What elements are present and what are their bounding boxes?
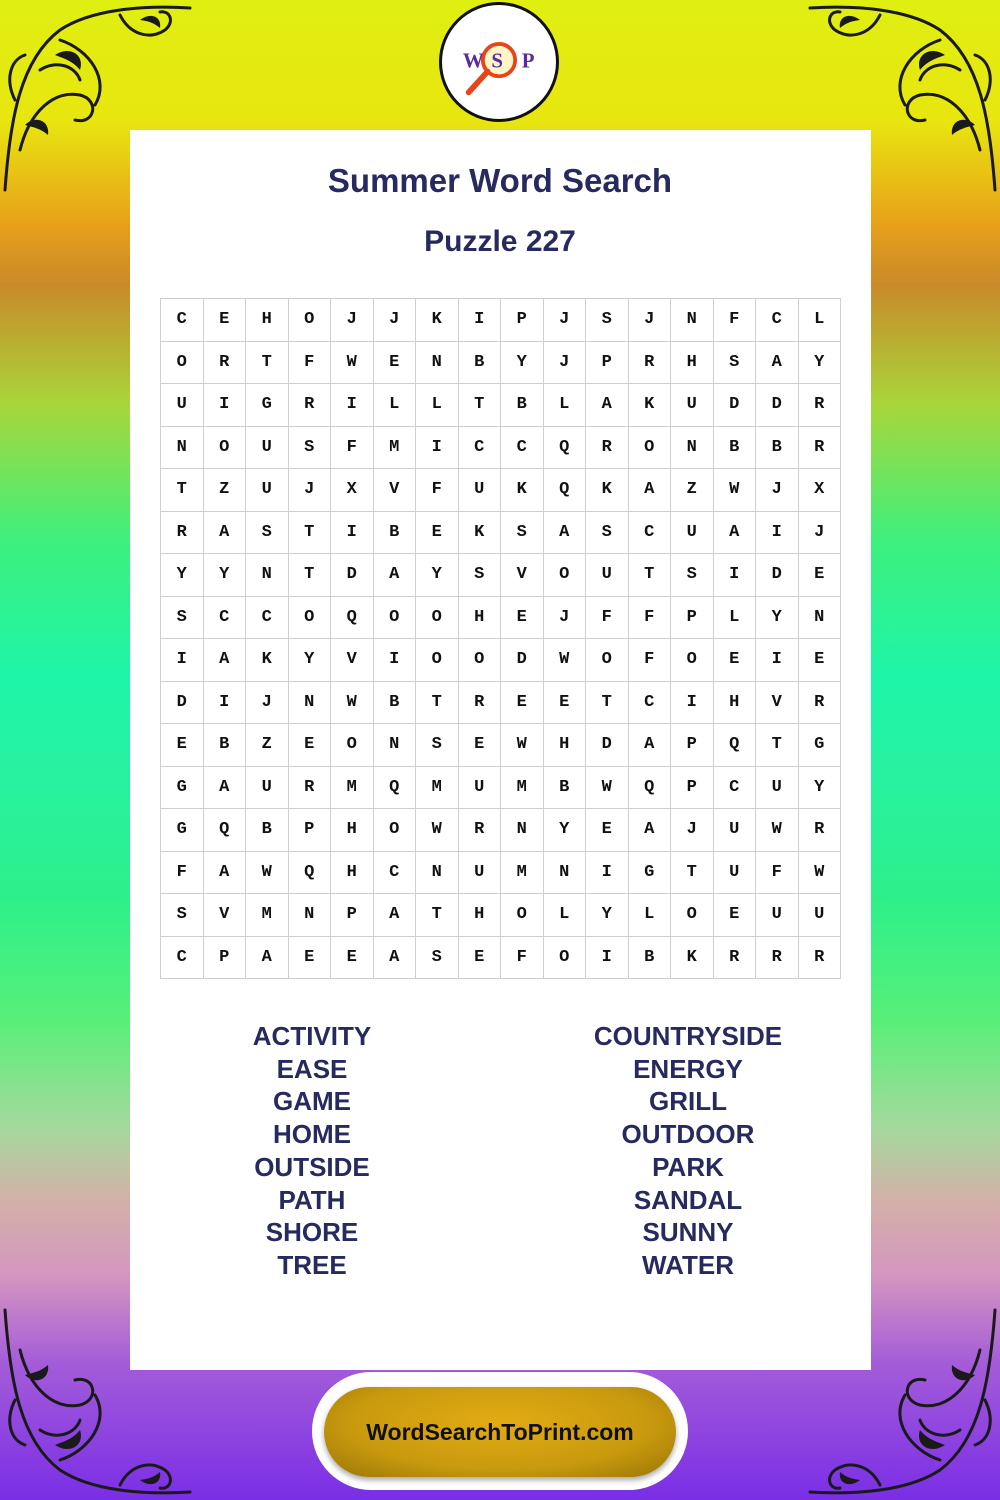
grid-cell[interactable]: N xyxy=(501,809,544,852)
grid-cell[interactable]: E xyxy=(714,639,757,682)
grid-cell[interactable]: U xyxy=(756,767,799,810)
grid-cell[interactable]: J xyxy=(374,299,417,342)
grid-cell[interactable]: K xyxy=(501,469,544,512)
grid-cell[interactable]: H xyxy=(459,894,502,937)
grid-cell[interactable]: A xyxy=(204,852,247,895)
grid-cell[interactable]: W xyxy=(246,852,289,895)
grid-cell[interactable]: V xyxy=(756,682,799,725)
grid-cell[interactable]: C xyxy=(714,767,757,810)
grid-cell[interactable]: E xyxy=(374,342,417,385)
grid-cell[interactable]: Y xyxy=(544,809,587,852)
grid-cell[interactable]: R xyxy=(629,342,672,385)
word-list-item: GAME xyxy=(273,1086,351,1117)
grid-cell[interactable]: S xyxy=(459,554,502,597)
word-list-right xyxy=(538,1020,838,1282)
grid-cell[interactable]: O xyxy=(459,639,502,682)
grid-cell[interactable]: G xyxy=(799,724,842,767)
grid-cell[interactable]: E xyxy=(586,809,629,852)
grid-cell[interactable]: Q xyxy=(714,724,757,767)
word-list-item: OUTSIDE xyxy=(254,1151,370,1182)
grid-cell[interactable]: E xyxy=(289,724,332,767)
grid-cell[interactable]: N xyxy=(161,427,204,470)
word-list-item: PATH xyxy=(278,1184,346,1215)
grid-cell[interactable]: H xyxy=(544,724,587,767)
logo-letter-p: P xyxy=(521,48,535,73)
grid-cell[interactable]: A xyxy=(629,809,672,852)
grid-cell[interactable]: C xyxy=(246,597,289,640)
grid-cell[interactable]: T xyxy=(756,724,799,767)
grid-cell[interactable]: U xyxy=(714,852,757,895)
grid-cell[interactable]: E xyxy=(331,937,374,980)
word-list-item: SANDAL xyxy=(633,1184,743,1215)
grid-cell[interactable]: T xyxy=(416,682,459,725)
grid-cell[interactable]: F xyxy=(756,852,799,895)
grid-cell[interactable]: V xyxy=(501,554,544,597)
grid-cell[interactable]: E xyxy=(289,937,332,980)
grid-cell[interactable]: R xyxy=(714,937,757,980)
grid-cell[interactable]: F xyxy=(331,427,374,470)
word-list-item: COUNTRYSIDE xyxy=(593,1021,783,1051)
grid-cell[interactable]: E xyxy=(501,682,544,725)
grid-cell[interactable]: S xyxy=(586,299,629,342)
grid-cell[interactable]: C xyxy=(629,512,672,555)
grid-cell[interactable]: A xyxy=(586,384,629,427)
grid-cell[interactable]: E xyxy=(416,512,459,555)
grid-cell[interactable]: Y xyxy=(586,894,629,937)
grid-cell[interactable]: N xyxy=(374,724,417,767)
grid-cell[interactable]: K xyxy=(586,469,629,512)
grid-cell[interactable]: A xyxy=(629,469,672,512)
grid-cell[interactable]: I xyxy=(416,427,459,470)
page-title: Summer Word Search xyxy=(327,162,673,199)
grid-cell[interactable]: U xyxy=(246,767,289,810)
grid-cell[interactable]: K xyxy=(416,299,459,342)
grid-cell[interactable]: U xyxy=(799,894,842,937)
grid-cell[interactable]: I xyxy=(714,554,757,597)
grid-cell[interactable]: Q xyxy=(629,767,672,810)
grid-cell[interactable]: W xyxy=(501,724,544,767)
grid-cell[interactable]: V xyxy=(374,469,417,512)
grid-cell[interactable]: H xyxy=(459,597,502,640)
grid-cell[interactable]: O xyxy=(289,597,332,640)
grid-cell[interactable]: R xyxy=(799,384,842,427)
grid-cell[interactable]: N xyxy=(544,852,587,895)
grid-cell[interactable]: I xyxy=(756,639,799,682)
grid-cell[interactable]: A xyxy=(204,639,247,682)
grid-cell[interactable]: E xyxy=(459,724,502,767)
grid-cell[interactable]: Q xyxy=(374,767,417,810)
grid-cell[interactable]: S xyxy=(246,512,289,555)
grid-cell[interactable]: U xyxy=(459,852,502,895)
grid-cell[interactable]: I xyxy=(756,512,799,555)
grid-cell[interactable]: W xyxy=(331,682,374,725)
letter-grid xyxy=(160,298,841,979)
grid-cell[interactable]: J xyxy=(331,299,374,342)
grid-cell[interactable]: P xyxy=(501,299,544,342)
grid-cell[interactable]: U xyxy=(246,469,289,512)
grid-cell[interactable]: F xyxy=(629,597,672,640)
grid-cell[interactable]: N xyxy=(671,299,714,342)
grid-cell[interactable]: D xyxy=(714,384,757,427)
grid-cell[interactable]: L xyxy=(544,384,587,427)
grid-cell[interactable]: E xyxy=(204,299,247,342)
grid-cell[interactable]: K xyxy=(246,639,289,682)
word-list-item: SHORE xyxy=(265,1217,359,1248)
grid-cell[interactable]: J xyxy=(289,469,332,512)
grid-cell[interactable]: R xyxy=(289,384,332,427)
grid-cell[interactable]: U xyxy=(714,809,757,852)
grid-cell[interactable]: N xyxy=(671,427,714,470)
grid-cell[interactable]: H xyxy=(671,342,714,385)
grid-cell[interactable]: J xyxy=(799,512,842,555)
grid-cell[interactable]: W xyxy=(586,767,629,810)
grid-cell[interactable]: Y xyxy=(289,639,332,682)
grid-cell[interactable]: Q xyxy=(204,809,247,852)
grid-cell[interactable]: C xyxy=(501,427,544,470)
grid-cell[interactable]: J xyxy=(544,342,587,385)
grid-cell[interactable]: T xyxy=(289,512,332,555)
grid-cell[interactable]: R xyxy=(756,937,799,980)
grid-cell[interactable]: C xyxy=(459,427,502,470)
grid-cell[interactable]: F xyxy=(416,469,459,512)
grid-cell[interactable]: G xyxy=(629,852,672,895)
grid-cell[interactable]: H xyxy=(246,299,289,342)
grid-cell[interactable]: I xyxy=(331,512,374,555)
grid-cell[interactable]: A xyxy=(756,342,799,385)
grid-cell[interactable]: B xyxy=(629,937,672,980)
grid-cell[interactable]: F xyxy=(161,852,204,895)
grid-cell[interactable]: R xyxy=(459,809,502,852)
grid-cell[interactable]: J xyxy=(544,597,587,640)
grid-cell[interactable]: H xyxy=(331,852,374,895)
grid-cell[interactable]: W xyxy=(799,852,842,895)
grid-cell[interactable]: L xyxy=(544,894,587,937)
grid-cell[interactable]: J xyxy=(544,299,587,342)
grid-cell[interactable]: O xyxy=(374,809,417,852)
grid-cell[interactable]: B xyxy=(714,427,757,470)
grid-cell[interactable]: N xyxy=(799,597,842,640)
grid-cell[interactable]: W xyxy=(331,342,374,385)
grid-cell[interactable]: E xyxy=(161,724,204,767)
grid-cell[interactable]: Q xyxy=(289,852,332,895)
puzzle-number: Puzzle 227 xyxy=(424,225,576,258)
grid-cell[interactable]: Y xyxy=(799,342,842,385)
grid-cell[interactable]: B xyxy=(204,724,247,767)
grid-cell[interactable]: O xyxy=(416,639,459,682)
grid-cell[interactable]: G xyxy=(161,767,204,810)
grid-cell[interactable]: A xyxy=(629,724,672,767)
grid-cell[interactable]: R xyxy=(799,682,842,725)
grid-cell[interactable]: Y xyxy=(161,554,204,597)
grid-cell[interactable]: L xyxy=(714,597,757,640)
grid-cell[interactable]: J xyxy=(629,299,672,342)
grid-cell[interactable]: O xyxy=(501,894,544,937)
grid-cell[interactable]: C xyxy=(161,299,204,342)
grid-cell[interactable]: D xyxy=(161,682,204,725)
grid-cell[interactable]: B xyxy=(374,682,417,725)
word-list-item: GRILL xyxy=(649,1086,727,1117)
grid-cell[interactable]: Y xyxy=(204,554,247,597)
magnifier-handle xyxy=(469,72,488,93)
grid-cell[interactable]: D xyxy=(756,554,799,597)
grid-cell[interactable]: W xyxy=(416,809,459,852)
grid-cell[interactable]: J xyxy=(671,809,714,852)
grid-cell[interactable]: S xyxy=(161,597,204,640)
grid-cell[interactable]: U xyxy=(459,767,502,810)
grid-cell[interactable]: A xyxy=(714,512,757,555)
grid-cell[interactable]: M xyxy=(374,427,417,470)
grid-cell[interactable]: E xyxy=(799,554,842,597)
grid-cell[interactable]: G xyxy=(246,384,289,427)
grid-cell[interactable]: S xyxy=(416,724,459,767)
grid-cell[interactable]: T xyxy=(459,384,502,427)
grid-cell[interactable]: I xyxy=(586,852,629,895)
grid-cell[interactable]: S xyxy=(714,342,757,385)
grid-cell[interactable]: L xyxy=(799,299,842,342)
grid-cell[interactable]: T xyxy=(629,554,672,597)
grid-cell[interactable]: B xyxy=(246,809,289,852)
grid-cell[interactable]: A xyxy=(374,937,417,980)
word-list-item: HOME xyxy=(273,1119,351,1150)
grid-cell[interactable]: P xyxy=(671,597,714,640)
grid-cell[interactable]: O xyxy=(544,554,587,597)
grid-cell[interactable]: O xyxy=(671,894,714,937)
grid-cell[interactable]: T xyxy=(671,852,714,895)
grid-cell[interactable]: O xyxy=(161,342,204,385)
grid-cell[interactable]: O xyxy=(544,937,587,980)
grid-cell[interactable]: Y xyxy=(756,597,799,640)
grid-cell[interactable]: T xyxy=(416,894,459,937)
word-list-item: SUNNY xyxy=(642,1217,734,1248)
grid-cell[interactable]: P xyxy=(671,767,714,810)
grid-cell[interactable]: M xyxy=(501,767,544,810)
grid-cell[interactable]: B xyxy=(756,427,799,470)
grid-cell[interactable]: I xyxy=(331,384,374,427)
grid-cell[interactable]: P xyxy=(586,342,629,385)
word-list-item: ACTIVITY xyxy=(252,1021,372,1051)
grid-cell[interactable]: B xyxy=(501,384,544,427)
grid-cell[interactable]: R xyxy=(459,682,502,725)
grid-cell[interactable]: T xyxy=(161,469,204,512)
grid-cell[interactable]: C xyxy=(374,852,417,895)
site-link-button[interactable]: WordSearchToPrint.com xyxy=(324,1387,676,1477)
grid-cell[interactable]: F xyxy=(586,597,629,640)
grid-cell[interactable]: N xyxy=(416,852,459,895)
grid-cell[interactable]: M xyxy=(416,767,459,810)
grid-cell[interactable]: I xyxy=(459,299,502,342)
word-list-item: WATER xyxy=(642,1249,734,1280)
grid-cell[interactable]: U xyxy=(671,384,714,427)
logo-letter-w: W xyxy=(462,48,484,73)
grid-cell[interactable]: W xyxy=(544,639,587,682)
grid-cell[interactable]: B xyxy=(544,767,587,810)
grid-cell[interactable]: C xyxy=(629,682,672,725)
grid-cell[interactable]: D xyxy=(501,639,544,682)
grid-cell[interactable]: U xyxy=(459,469,502,512)
grid-cell[interactable]: A xyxy=(204,512,247,555)
grid-cell[interactable]: I xyxy=(374,639,417,682)
grid-cell[interactable]: N xyxy=(416,342,459,385)
grid-cell[interactable]: S xyxy=(416,937,459,980)
grid-cell[interactable]: T xyxy=(289,554,332,597)
grid-cell[interactable]: I xyxy=(671,682,714,725)
grid-cell[interactable]: S xyxy=(289,427,332,470)
grid-cell[interactable]: S xyxy=(161,894,204,937)
grid-cell[interactable]: U xyxy=(161,384,204,427)
grid-cell[interactable]: O xyxy=(374,597,417,640)
grid-cell[interactable]: N xyxy=(246,554,289,597)
word-list-item: EASE xyxy=(276,1053,348,1084)
grid-cell[interactable]: T xyxy=(246,342,289,385)
grid-cell[interactable]: O xyxy=(204,427,247,470)
grid-cell[interactable]: L xyxy=(629,894,672,937)
word-list-item: TREE xyxy=(277,1249,347,1280)
grid-cell[interactable]: F xyxy=(714,299,757,342)
grid-cell[interactable]: B xyxy=(374,512,417,555)
grid-cell[interactable]: Z xyxy=(246,724,289,767)
grid-cell[interactable]: W xyxy=(714,469,757,512)
grid-cell[interactable]: Q xyxy=(544,427,587,470)
grid-cell[interactable]: I xyxy=(586,937,629,980)
grid-cell[interactable]: O xyxy=(331,724,374,767)
grid-cell[interactable]: A xyxy=(374,554,417,597)
grid-cell[interactable]: R xyxy=(586,427,629,470)
grid-cell[interactable]: R xyxy=(799,809,842,852)
grid-cell[interactable]: A xyxy=(374,894,417,937)
grid-cell[interactable]: Q xyxy=(331,597,374,640)
grid-cell[interactable]: U xyxy=(756,894,799,937)
grid-cell[interactable]: I xyxy=(204,682,247,725)
grid-cell[interactable]: S xyxy=(586,512,629,555)
grid-cell[interactable]: E xyxy=(799,639,842,682)
grid-cell[interactable]: F xyxy=(629,639,672,682)
grid-cell[interactable]: P xyxy=(671,724,714,767)
grid-cell[interactable]: C xyxy=(161,937,204,980)
grid-cell[interactable]: E xyxy=(459,937,502,980)
grid-cell[interactable]: X xyxy=(331,469,374,512)
grid-cell[interactable]: R xyxy=(161,512,204,555)
grid-cell[interactable]: P xyxy=(204,937,247,980)
grid-cell[interactable]: S xyxy=(501,512,544,555)
grid-cell[interactable]: R xyxy=(204,342,247,385)
grid-cell[interactable]: X xyxy=(799,469,842,512)
grid-cell[interactable]: G xyxy=(161,809,204,852)
grid-cell[interactable]: K xyxy=(459,512,502,555)
grid-cell[interactable]: A xyxy=(246,937,289,980)
grid-cell[interactable]: F xyxy=(289,342,332,385)
grid-cell[interactable]: S xyxy=(671,554,714,597)
grid-cell[interactable]: O xyxy=(671,639,714,682)
grid-cell[interactable]: Z xyxy=(204,469,247,512)
grid-cell[interactable]: R xyxy=(799,937,842,980)
grid-cell[interactable]: K xyxy=(629,384,672,427)
grid-cell[interactable]: R xyxy=(289,767,332,810)
grid-cell[interactable]: Z xyxy=(671,469,714,512)
wsp-logo[interactable] xyxy=(439,2,559,122)
grid-cell[interactable]: V xyxy=(204,894,247,937)
grid-cell[interactable]: O xyxy=(289,299,332,342)
grid-cell[interactable]: N xyxy=(289,682,332,725)
grid-cell[interactable]: L xyxy=(374,384,417,427)
grid-cell[interactable]: M xyxy=(501,852,544,895)
grid-cell[interactable]: P xyxy=(289,809,332,852)
grid-cell[interactable]: O xyxy=(416,597,459,640)
grid-cell[interactable]: O xyxy=(586,639,629,682)
grid-cell[interactable]: E xyxy=(501,597,544,640)
word-list-left xyxy=(162,1020,462,1282)
grid-cell[interactable]: M xyxy=(246,894,289,937)
logo-letter-s: S xyxy=(491,48,504,73)
grid-cell[interactable]: A xyxy=(544,512,587,555)
word-list-item: ENERGY xyxy=(633,1053,743,1084)
grid-cell[interactable]: P xyxy=(331,894,374,937)
grid-cell[interactable]: T xyxy=(586,682,629,725)
grid-cell[interactable]: N xyxy=(289,894,332,937)
grid-cell[interactable]: O xyxy=(629,427,672,470)
grid-cell[interactable]: M xyxy=(331,767,374,810)
grid-cell[interactable]: R xyxy=(799,427,842,470)
grid-cell[interactable]: I xyxy=(161,639,204,682)
grid-cell[interactable]: W xyxy=(756,809,799,852)
grid-cell[interactable]: D xyxy=(331,554,374,597)
grid-cell[interactable]: D xyxy=(756,384,799,427)
grid-cell[interactable]: C xyxy=(756,299,799,342)
grid-cell[interactable]: Q xyxy=(544,469,587,512)
grid-cell[interactable]: J xyxy=(756,469,799,512)
grid-cell[interactable]: K xyxy=(671,937,714,980)
grid-cell[interactable]: U xyxy=(586,554,629,597)
grid-cell[interactable]: B xyxy=(459,342,502,385)
grid-cell[interactable]: U xyxy=(671,512,714,555)
grid-cell[interactable]: C xyxy=(204,597,247,640)
grid-cell[interactable]: U xyxy=(246,427,289,470)
grid-cell[interactable]: J xyxy=(246,682,289,725)
grid-cell[interactable]: V xyxy=(331,639,374,682)
grid-cell[interactable]: Y xyxy=(416,554,459,597)
grid-cell[interactable]: H xyxy=(331,809,374,852)
grid-cell[interactable]: Y xyxy=(799,767,842,810)
word-list-item: OUTDOOR xyxy=(621,1119,755,1150)
grid-cell[interactable]: Y xyxy=(501,342,544,385)
grid-cell[interactable]: E xyxy=(544,682,587,725)
grid-cell[interactable]: L xyxy=(416,384,459,427)
grid-cell[interactable]: A xyxy=(204,767,247,810)
grid-cell[interactable]: D xyxy=(586,724,629,767)
grid-cell[interactable]: I xyxy=(204,384,247,427)
grid-cell[interactable]: E xyxy=(714,894,757,937)
word-list-item: PARK xyxy=(652,1151,724,1182)
grid-cell[interactable]: H xyxy=(714,682,757,725)
grid-cell[interactable]: F xyxy=(501,937,544,980)
